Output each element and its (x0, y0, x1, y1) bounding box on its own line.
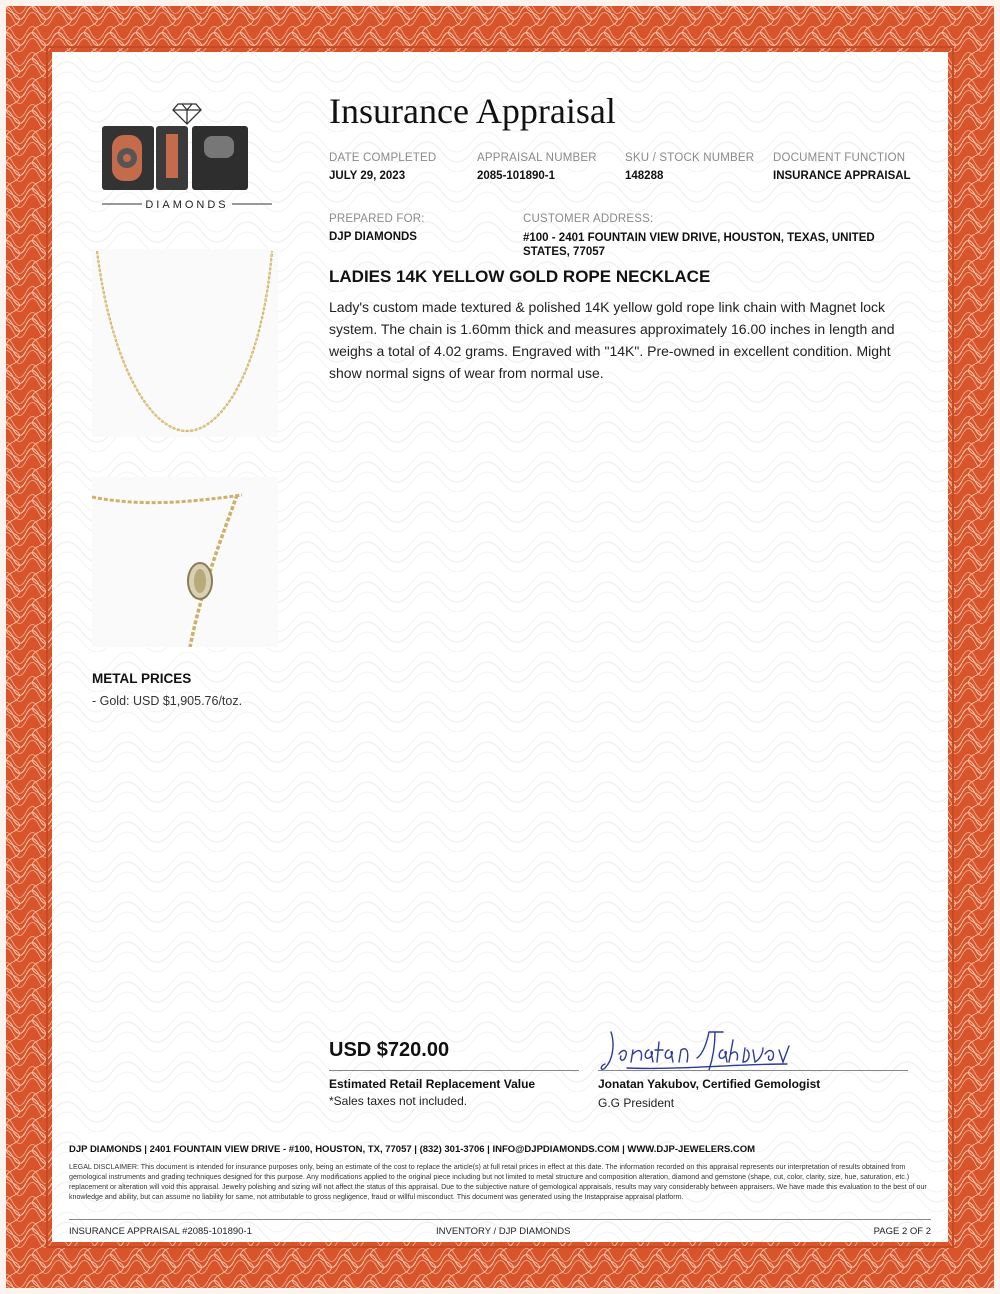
metal-price-gold: - Gold: USD $1,905.76/toz. (92, 694, 243, 708)
value-divider (329, 1070, 579, 1071)
appraised-value: USD $720.00 (329, 1039, 450, 1061)
sku-value: 148288 (625, 170, 664, 182)
customer-address-value: #100 - 2401 FOUNTAIN VIEW DRIVE, HOUSTON, TEXAS, UNITED STATES, 77057 (523, 232, 875, 258)
date-completed-value: JULY 29, 2023 (329, 170, 406, 182)
legal-disclaimer: LEGAL DISCLAIMER: This document is intended for insurance purposes only, being an estimate of the cost to replace the article(s) at full retail prices in effect at this date. The information recorded on this appraisal represents our interpretation of results obtained from gemological instruments and grading techniques designed for this purpose. Any modifications applied to the original piece including but not limited to metal structure and composition alteration, diamond and gemstone (shape, cut, color, clarity, size, hue, saturation, etc.) replacement or alteration will void this appraisal. Jewelry polishing and sizing will not affect the status of this appraisal. Due to the subjective nature of gemological appraisals, results may vary considerably between appraisers. We have made this evaluation to the best of our knowledge and ability, but can assume no liability for same, not attributable to gross negligence, fraud or willful misconduct. This document was generated using the Instappraise appraisal platform. (69, 1163, 927, 1201)
customer-address-label: CUSTOMER ADDRESS: (523, 213, 654, 225)
product-image-necklace (92, 249, 278, 437)
prepared-for-label: PREPARED FOR: (329, 213, 425, 225)
metal-prices-heading: METAL PRICES (92, 671, 192, 686)
appraisal-number-label: APPRAISAL NUMBER (477, 152, 597, 164)
footer-left: INSURANCE APPRAISAL #2085-101890-1 (69, 1226, 252, 1237)
document-function-value: INSURANCE APPRAISAL (773, 170, 911, 182)
signer-name: Jonatan Yakubov, Certified Gemologist (598, 1077, 821, 1091)
signature-image (597, 1024, 797, 1076)
footer-center: INVENTORY / DJP DIAMONDS (436, 1226, 571, 1237)
logo-text-diamonds: DIAMONDS (145, 199, 229, 211)
footer-divider (69, 1219, 931, 1220)
product-image-clasp (92, 477, 278, 647)
tax-note: *Sales taxes not included. (329, 1094, 468, 1108)
signature-divider (598, 1070, 908, 1071)
djp-diamonds-logo (92, 98, 282, 216)
signer-title: G.G President (598, 1096, 675, 1110)
date-completed-label: DATE COMPLETED (329, 152, 437, 164)
appraisal-number-value: 2085-101890-1 (477, 170, 556, 182)
footer-page-number: PAGE 2 OF 2 (873, 1226, 931, 1237)
document-body (52, 52, 948, 1242)
document-title: Insurance Appraisal (329, 91, 616, 131)
sku-label: SKU / STOCK NUMBER (625, 152, 755, 164)
value-caption: Estimated Retail Replacement Value (329, 1077, 536, 1091)
product-title: LADIES 14K YELLOW GOLD ROPE NECKLACE (329, 267, 711, 286)
prepared-for-value: DJP DIAMONDS (329, 231, 417, 243)
footer-contact-line: DJP DIAMONDS | 2401 FOUNTAIN VIEW DRIVE - #100, HOUSTON, TX, 77057 | (832) 301-3706 | INFO@DJPDIAMONDS.COM | WWW.DJP-JEWELERS.COM (69, 1144, 756, 1155)
document-function-label: DOCUMENT FUNCTION (773, 152, 906, 164)
product-description: Lady's custom made textured & polished 14K yellow gold rope link chain with Magnet lock system. The chain is 1.60mm thick and measures approximately 16.00 inches in length and weighs a total of 4.02 grams. Engraved with "14K". Pre-owned in excellent condition. Might show normal signs of wear from normal use. (329, 299, 895, 381)
